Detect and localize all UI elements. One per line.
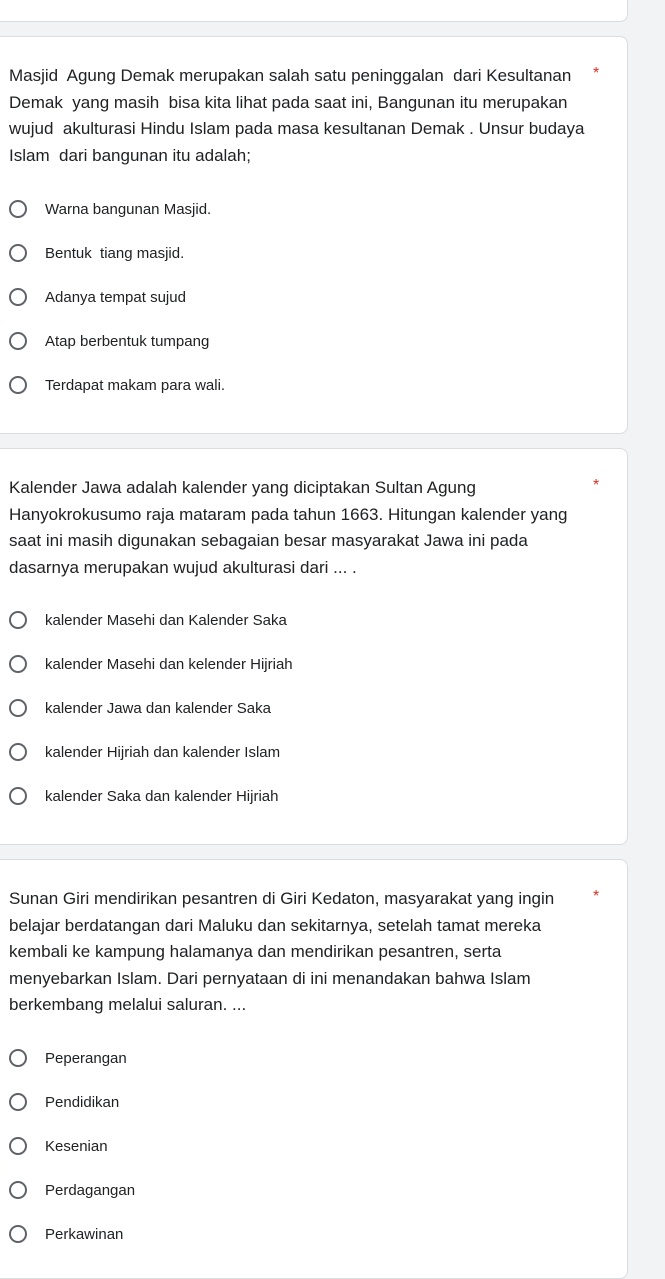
radio-button-icon[interactable] bbox=[9, 244, 27, 262]
option-label: Bentuk tiang masjid. bbox=[45, 244, 185, 262]
question-text: Sunan Giri mendirikan pesantren di Giri Kedaton, masyarakat yang ingin belajar berdatangan dari Maluku dan sekitarnya, setelah tamat mereka kembali ke kampung halamanya dan mendirikan pesantren, serta menyebarkan Islam. Dari pernyataan di ini menandakan bahwa Islam berkembang melalui saluran. ... bbox=[9, 889, 559, 1014]
option-label: Kesenian bbox=[45, 1137, 108, 1155]
radio-button-icon[interactable] bbox=[9, 787, 27, 805]
option-label: Adanya tempat sujud bbox=[45, 288, 186, 306]
option-label: kalender Jawa dan kalender Saka bbox=[45, 699, 271, 717]
required-asterisk: * bbox=[593, 888, 600, 905]
radio-option[interactable] bbox=[0, 737, 593, 767]
radio-option[interactable] bbox=[0, 605, 593, 635]
option-label: Atap berbentuk tumpang bbox=[45, 332, 210, 350]
option-label: Terdapat makam para wali. bbox=[45, 376, 226, 394]
radio-button-icon[interactable] bbox=[9, 743, 27, 761]
radio-button-icon[interactable] bbox=[9, 376, 27, 394]
option-label: kalender Saka dan kalender Hijriah bbox=[45, 787, 279, 805]
option-label: Perkawinan bbox=[45, 1225, 124, 1243]
radio-option[interactable] bbox=[0, 1175, 593, 1205]
required-asterisk: * bbox=[593, 65, 600, 82]
radio-option[interactable] bbox=[0, 238, 593, 268]
radio-button-icon[interactable] bbox=[9, 332, 27, 350]
required-asterisk: * bbox=[593, 477, 600, 494]
radio-option[interactable] bbox=[0, 194, 593, 224]
radio-button-icon[interactable] bbox=[9, 699, 27, 717]
radio-option[interactable] bbox=[0, 282, 593, 312]
radio-button-icon[interactable] bbox=[9, 1049, 27, 1067]
radio-option[interactable] bbox=[0, 649, 593, 679]
question-text: Kalender Jawa adalah kalender yang diciptakan Sultan Agung Hanyokrokusumo raja mataram pada tahun 1663. Hitungan kalender yang saat ini masih digunakan sebagaian besar masyarakat Jawa ini pada dasarnya merupakan wujud akulturasi dari ... . bbox=[9, 478, 573, 577]
question-card-1 bbox=[0, 36, 628, 434]
radio-button-icon[interactable] bbox=[9, 1137, 27, 1155]
radio-option[interactable] bbox=[0, 1219, 593, 1249]
option-label: Pendidikan bbox=[45, 1093, 120, 1111]
option-label: kalender Hijriah dan kalender Islam bbox=[45, 743, 281, 761]
option-label: Warna bangunan Masjid. bbox=[45, 200, 212, 218]
radio-button-icon[interactable] bbox=[9, 655, 27, 673]
radio-button-icon[interactable] bbox=[9, 611, 27, 629]
option-label: Perdagangan bbox=[45, 1181, 136, 1199]
option-label: kalender Masehi dan Kalender Saka bbox=[45, 611, 287, 629]
radio-button-icon[interactable] bbox=[9, 200, 27, 218]
radio-button-icon[interactable] bbox=[9, 288, 27, 306]
radio-option[interactable] bbox=[0, 370, 593, 400]
radio-option[interactable] bbox=[0, 1043, 593, 1073]
radio-option[interactable] bbox=[0, 1131, 593, 1161]
radio-option[interactable] bbox=[0, 781, 593, 811]
question-card-2 bbox=[0, 448, 628, 845]
question-card-3 bbox=[0, 859, 628, 1279]
option-label: Peperangan bbox=[45, 1049, 127, 1067]
previous-question-card bbox=[0, 0, 628, 22]
radio-button-icon[interactable] bbox=[9, 1093, 27, 1111]
option-label: kalender Masehi dan kelender Hijriah bbox=[45, 655, 293, 673]
radio-button-icon[interactable] bbox=[9, 1225, 27, 1243]
radio-option[interactable] bbox=[0, 693, 593, 723]
radio-option[interactable] bbox=[0, 1087, 593, 1117]
radio-option[interactable] bbox=[0, 326, 593, 356]
question-text: Masjid Agung Demak merupakan salah satu peninggalan dari Kesultanan Demak yang masih bisa kita lihat pada saat ini, Bangunan itu merupakan wujud akulturasi Hindu Islam pada masa kesultanan Demak . Unsur budaya Islam dari bangunan itu adalah; bbox=[9, 66, 590, 165]
radio-button-icon[interactable] bbox=[9, 1181, 27, 1199]
